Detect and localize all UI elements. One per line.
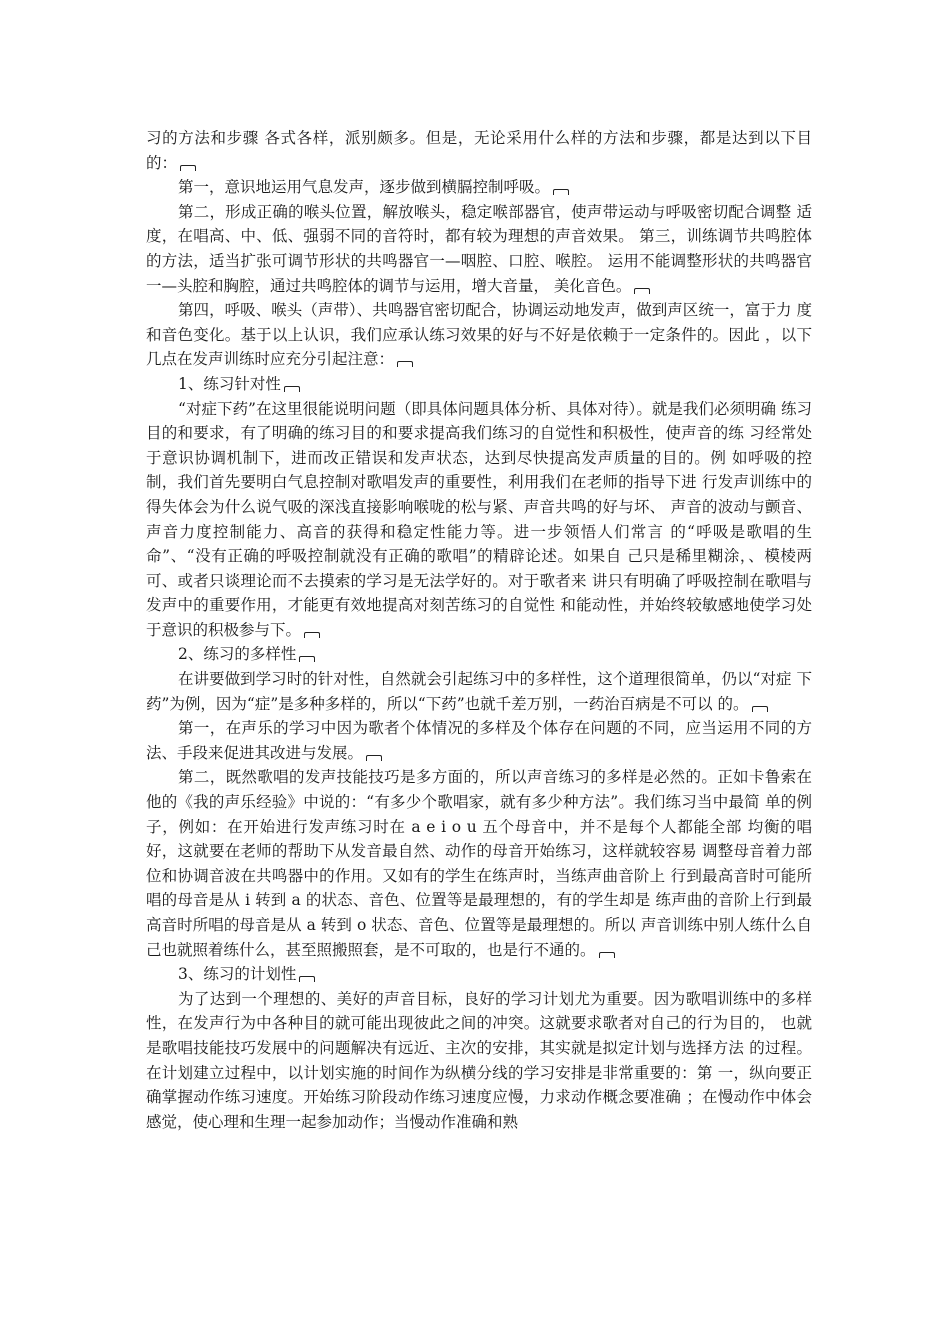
paragraph-text: 为了达到一个理想的、美好的声音目标，良好的学习计划尤为重要。因为歌唱训练中的多样 性，在发声行为中各种目的就可能出现彼此之间的冲突。这就要求歌者对自己的行为目的， 也就是歌唱技能技巧发展中的问题解决有远近、主次的安排，其实就是拟定计划与选择方法 的过程。在计划建立过程中，以计划实施的时间作为纵横分线的学习安排是非常重要的：第 一，纵向要正确掌握动作练习速度。开始练习阶段动作练习速度应慢，力求动作概念要准确 ；在慢动作中体会感觉，使心理和生理一起参加动作；当慢动作准确和熟 xyxy=(146,989,812,1131)
paragraph-planning xyxy=(146,987,812,1135)
paragraph-text: 第一，在声乐的学习中因为歌者个体情况的多样及个体存在问题的不同，应当运用不同的方 法、手段来促进其改进与发展。 xyxy=(146,719,812,762)
return-mark-icon xyxy=(397,361,413,367)
document-body xyxy=(146,126,812,1134)
paragraph-text: 第二，既然歌唱的发声技能技巧是多方面的，所以声音练习的多样是必然的。正如卡鲁索在 他的《我的声乐经验》中说的：“有多少个歌唱家，就有多少种方法”。我们练习当中最简 单的例子，例如：在开始进行发声练习时在 a e i o u 五个母音中，并不是每个人都能全部 均衡的唱好，这就要在老师的帮助下从发音最自然、动作的母音开始练习，这样就较容易 调整母音着力部位和协调音波在共鸣器中的作用。又如有的学生在练声时，当练声曲音阶上 行到最高音时可能所唱的母音是从 i 转到 a 的状态、音色、位置等是最理想的，有的学生却是 练声曲的音阶上行到最高音时所唱的母音是从 a 转到 o 状态、音色、位置等是最理想的。所以 声音训练中别人练什么自己也就照着练什么，甚至照搬照套，是不可取的，也是行不通的。 xyxy=(146,768,812,959)
paragraph-goal-4 xyxy=(146,298,812,372)
paragraph-text: 第四，呼吸、喉头（声带）、共鸣器官密切配合，协调运动地发声，做到声区统一，富于力 度和音色变化。基于以上认识，我们应承认练习效果的好与不好是依赖于一定条件的。因此 ，以下几点在发声训练时应充分引起注意： xyxy=(146,301,812,369)
heading-text: 3、练习的计划性 xyxy=(178,965,297,984)
heading-targeting xyxy=(146,372,812,397)
return-mark-icon xyxy=(634,288,650,294)
paragraph-goal-1 xyxy=(146,175,812,200)
heading-diversity xyxy=(146,642,812,667)
return-mark-icon xyxy=(180,165,196,171)
paragraph-diversity-1 xyxy=(146,716,812,765)
heading-text: 2、练习的多样性 xyxy=(178,645,297,664)
paragraph-diversity-2 xyxy=(146,765,812,962)
return-mark-icon xyxy=(299,656,315,662)
paragraph-text: 第二，形成正确的喉头位置，解放喉头，稳定喉部器官，使声带运动与呼吸密切配合调整 适度，在唱高、中、低、强弱不同的音符时，都有较为理想的声音效果。 第三，训练调节共鸣腔体的方法，适当扩张可调节形状的共鸣器官一—咽腔、口腔、喉腔。 运用不能调整形状的共鸣器官一—头腔和胸腔，通过共鸣腔体的调节与运用，增大音量， 美化音色。 xyxy=(146,202,812,295)
return-mark-icon xyxy=(599,952,615,958)
paragraph-text: 在讲要做到学习时的针对性，自然就会引起练习中的多样性，这个道理很简单，仍以“对症 下药”为例，因为“症”是多种多样的，所以“下药”也就千差万别，一药治百病是不可以 的。 xyxy=(146,670,812,713)
return-mark-icon xyxy=(284,386,300,392)
return-mark-icon xyxy=(553,189,569,195)
paragraph-text: 第一，意识地运用气息发声，逐步做到横膈控制呼吸。 xyxy=(178,178,551,197)
paragraph-text: 习的方法和步骤 各式各样，派别颇多。但是，无论采用什么样的方法和步骤，都是达到以下目的： xyxy=(146,129,812,172)
paragraph-text: “对症下药”在这里很能说明问题（即具体问题具体分析、具体对待）。就是我们必须明确 练习目的和要求，有了明确的练习目的和要求提高我们练习的自觉性和积极性，使声音的练 习经常处于意识协调机制下，进而改正错误和发声状态，达到尽快提高发声质量的目的。例 如呼吸的控制，我们首先要明白气息控制对歌唱发声的重要性，利用我们在老师的指导下进 行发声训练中的得失体会为什么说气吸的深浅直接影响喉咙的松与紧、声音共鸣的好与坏、 声音的波动与颤音、声音力度控制能力、高音的获得和稳定性能力等。进一步领悟人们常言 的“呼吸是歌唱的生命”、“没有正确的呼吸控制就没有正确的歌唱”的精辟论述。如果自 己只是稀里糊涂，、模棱两可、或者只谈理论而不去摸索的学习是无法学好的。对于歌者来 讲只有明确了呼吸控制在歌唱与发声中的重要作用，才能更有效地提高对刻苦练习的自觉性 和能动性，并始终较敏感地使学习处于意识的积极参与下。 xyxy=(146,399,812,639)
return-mark-icon xyxy=(304,632,320,638)
paragraph-goal-2-3 xyxy=(146,200,812,298)
heading-planning xyxy=(146,962,812,987)
paragraph-diversity-intro xyxy=(146,667,812,716)
return-mark-icon xyxy=(299,976,315,982)
return-mark-icon xyxy=(366,755,382,761)
paragraph-targeting xyxy=(146,397,812,643)
paragraph-intro xyxy=(146,126,812,175)
heading-text: 1、练习针对性 xyxy=(178,374,281,393)
return-mark-icon xyxy=(752,706,768,712)
